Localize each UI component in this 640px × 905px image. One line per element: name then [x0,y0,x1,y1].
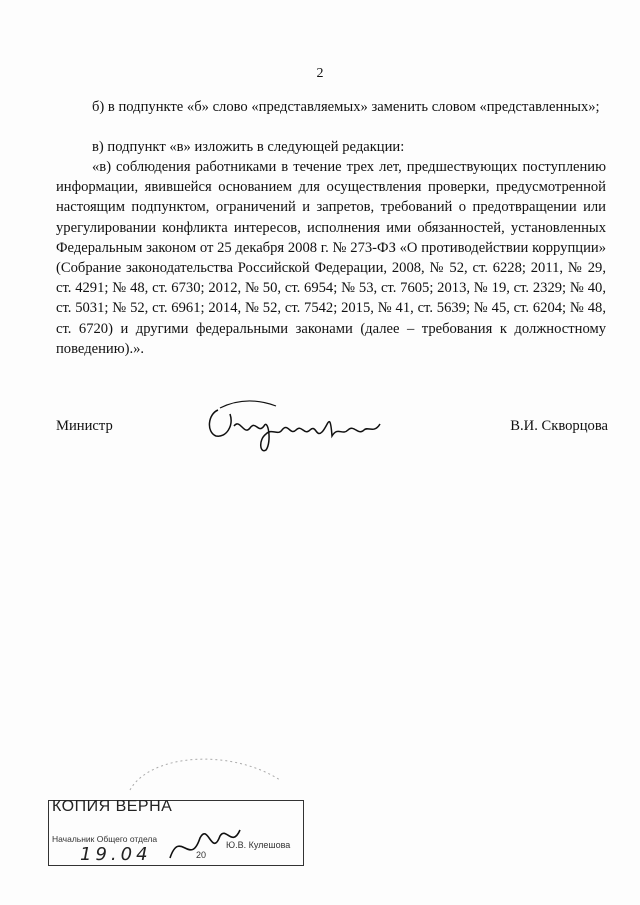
stamp-date: 19.04 [80,844,152,865]
paragraph-v-text: «в) соблюдения работниками в течение трех лет, предшествующих поступлению информации, явившейся основанием для осуществления проверки, предусмотренной настоящим подпунктом, ограничений и запретов, требований о предотвращении или урегулировании конфликта интересов, исполнения ими обязанностей, установленных Федеральным законом от 25 декабря 2008 г. № 273-ФЗ «О противодействии коррупции» (Собрание законодательства Российской Федерации, 2008, № 52, ст. 6228; 2011, № 29, ст. 4291; № 48, ст. 6730; 2012, № 50, ст. 6954; № 53, ст. 7605; 2013, № 19, ст. 2329; № 40, ст. 5031; № 52, ст. 6961; 2014, № 52, ст. 7542; 2015, № 41, ст. 5639; № 45, ст. 6204; № 48, ст. 6720) и другими федеральными законами (далее – требования к должностному поведению).». [56,159,606,357]
signer-name: В.И. Скворцова [510,418,608,434]
copy-stamp [40,740,340,880]
paragraph-b: б) в подпункте «б» слово «представляемых» заменить словом «представленных»; [92,99,600,115]
page-number: 2 [316,66,324,81]
stamp-name: Ю.В. Кулешова [226,840,291,850]
stamp-year: 20 [196,850,207,860]
stamp-title: КОПИЯ ВЕРНА [52,798,173,815]
handwritten-signature [200,390,390,470]
signer-position: Министр [56,418,113,434]
stamp-signature [160,818,250,878]
stamp-position: Начальник Общего отдела [52,834,158,844]
paragraph-v: в) подпункт «в» изложить в следующей редакции: [92,139,405,155]
